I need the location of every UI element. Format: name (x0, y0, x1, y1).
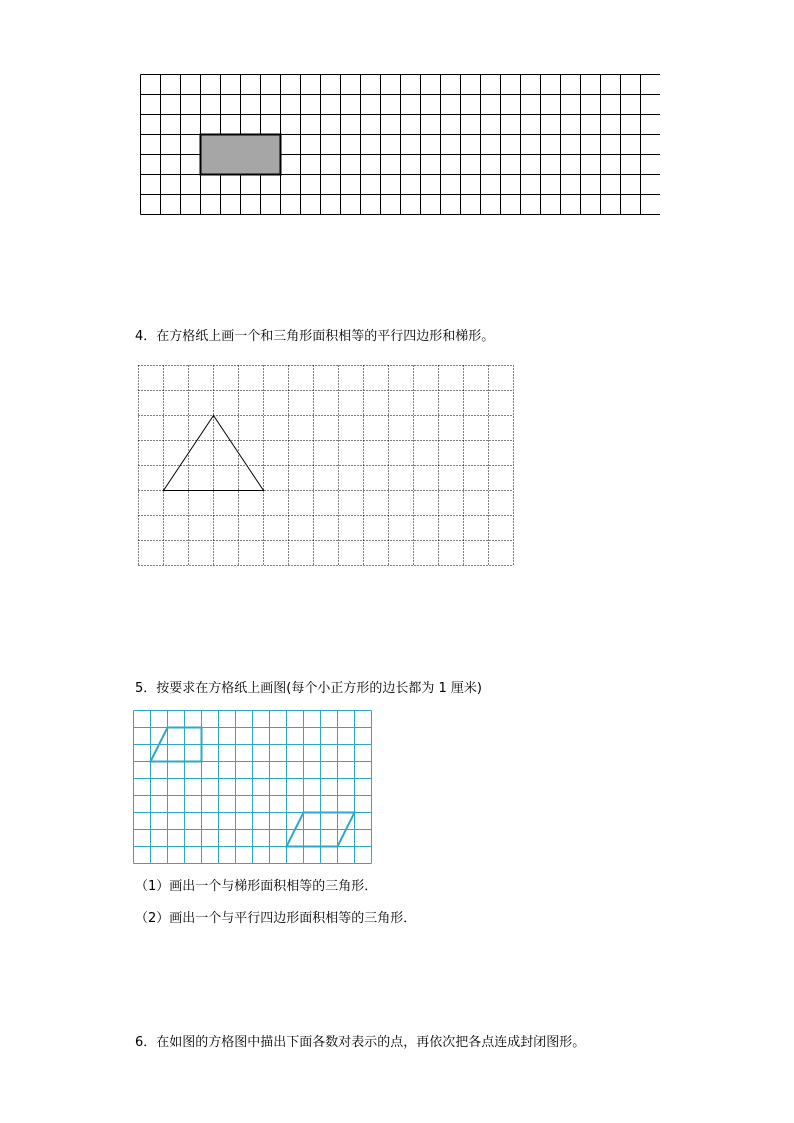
question-6-text: 6．在如图的方格图中描出下面各数对表示的点，再依次把各点连成封闭图形。 (135, 1035, 586, 1050)
question-5-sub-2: （2）画出一个与平行四边形面积相等的三角形． (135, 911, 417, 926)
grid-paper-question-5 (132, 709, 372, 866)
question-4-text: 4．在方格纸上画一个和三角形面积相等的平行四边形和梯形。 (135, 329, 495, 344)
question-5-text: 5．按要求在方格纸上画图(每个小正方形的边长都为 1 厘米) (135, 681, 482, 696)
question-5-sub-1: （1）画出一个与梯形面积相等的三角形． (135, 879, 378, 894)
shaded-rectangle (201, 135, 281, 175)
grid-paper-question-4 (137, 364, 515, 567)
grid-paper-top (140, 73, 660, 216)
